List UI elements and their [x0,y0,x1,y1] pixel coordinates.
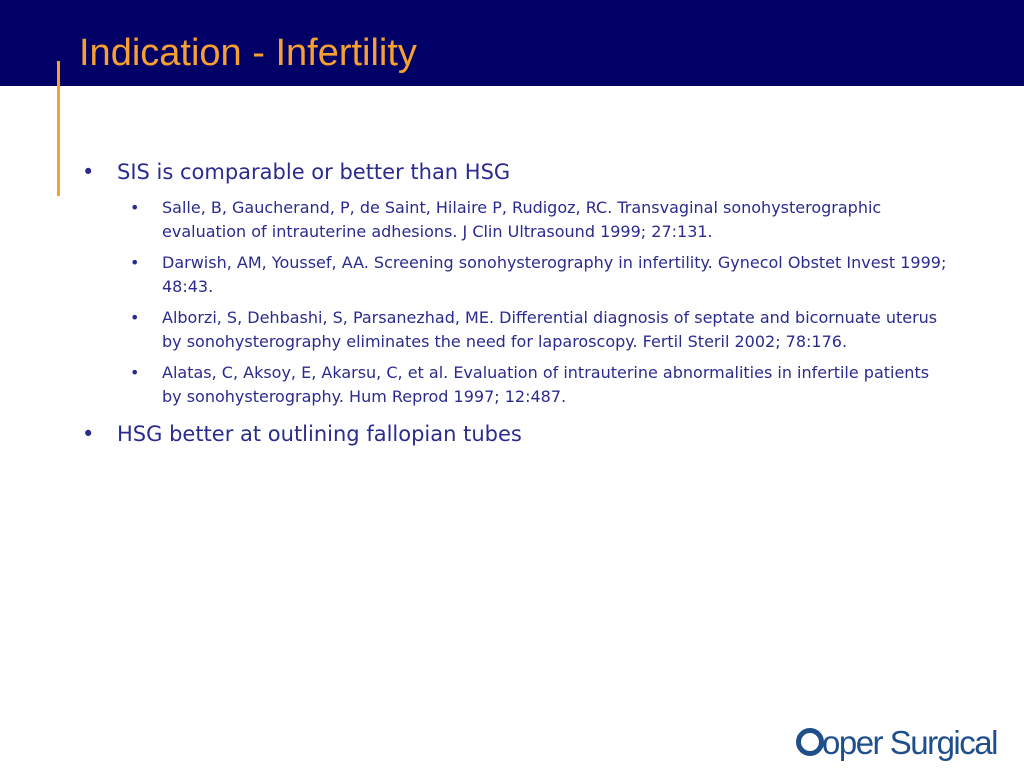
ring-c-icon [796,728,824,756]
bullet-text: SIS is comparable or better than HSG [117,160,511,184]
reference-text: Alatas, C, Aksoy, E, Akarsu, C, et al. Evaluation of intrauterine abnormalities in infertile patients by sonohysterography. Hum Reprod 1997; 12:487. [162,363,930,406]
coopersurgical-logo [796,722,1012,764]
bullet-item [82,158,952,186]
reference-item [82,251,952,298]
reference-text: Salle, B, Gaucherand, P, de Saint, Hilaire P, Rudigoz, RC. Transvaginal sonohysterographic evaluation of intrauterine adhesions. J Clin Ultrasound 1999; 27:131. [162,198,882,241]
bullet-icon: • [130,363,140,382]
reference-item [82,361,952,408]
reference-item [82,196,952,243]
bullet-icon: • [82,422,95,446]
reference-text: Alborzi, S, Dehbashi, S, Parsanezhad, ME. Differential diagnosis of septate and bicornuate uterus by sonohysterography eliminates the need for laparoscopy. Fertil Steril 2002; 78:176. [162,308,938,351]
bullet-icon: • [130,198,140,217]
reference-list [82,196,952,408]
slide-title: Indication - Infertility [79,32,417,74]
reference-item [82,306,952,353]
bullet-icon: • [130,308,140,327]
bullet-icon: • [82,160,95,184]
bullet-icon: • [130,253,140,272]
logo-wordmark: oper Surgical [822,724,997,761]
accent-bar [57,61,60,196]
bullet-item [82,420,952,448]
reference-text: Darwish, AM, Youssef, AA. Screening sonohysterography in infertility. Gynecol Obstet Invest 1999; 48:43. [162,253,947,296]
slide-content [82,158,952,448]
bullet-text: HSG better at outlining fallopian tubes [117,422,522,446]
